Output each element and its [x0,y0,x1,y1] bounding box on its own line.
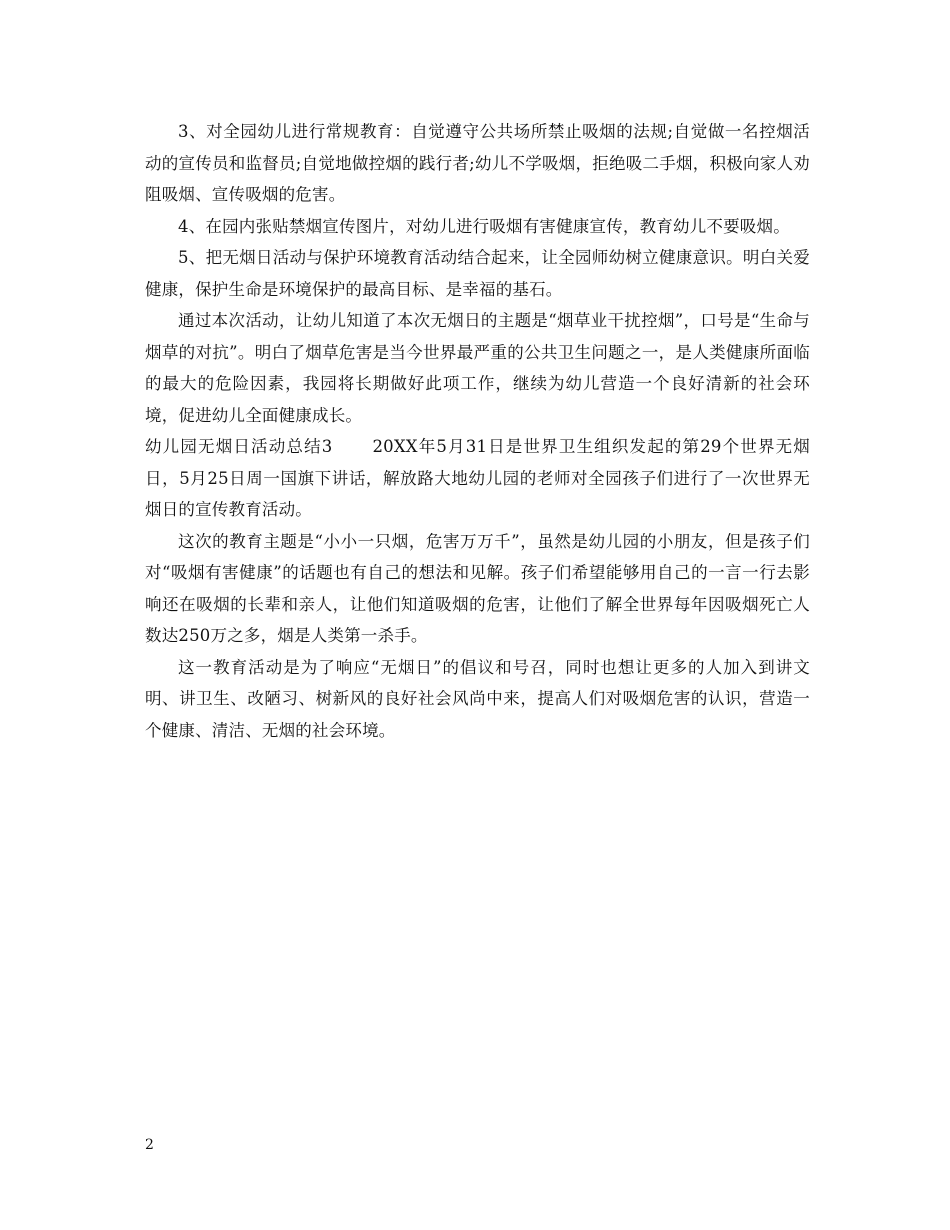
page-number: 2 [145,1137,154,1153]
paragraph-purpose: 这一教育活动是为了响应“无烟日”的倡议和号召，同时也想让更多的人加入到讲文明、讲卫生、改陋习、树新风的良好社会风尚中来，提高人们对吸烟危害的认识，营造一个健康、清洁、无烟的社会环境。 [145,657,810,740]
section-intro-text: 20XX年5月31日是世界卫生组织发起的第29个世界无烟日，5月25日周一国旗下讲话，解放路大地幼儿园的老师对全园孩子们进行了一次世界无烟日的宣传教育活动。 [145,437,811,519]
document-body [145,116,810,746]
section-title: 幼儿园无烟日活动总结3 [145,437,333,456]
paragraph-summary: 通过本次活动，让幼儿知道了本次无烟日的主题是“烟草业干扰控烟”，口号是“生命与烟草的对抗”。明白了烟草危害是当今世界最严重的公共卫生问题之一，是人类健康所面临的最大的危险因素，我园将长期做好此项工作，继续为幼儿营造一个良好清新的社会环境，促进幼儿全面健康成长。 [145,311,810,425]
paragraph-item-4: 4、在园内张贴禁烟宣传图片，对幼儿进行吸烟有害健康宣传，教育幼儿不要吸烟。 [178,216,790,236]
paragraph-item-3: 3、对全园幼儿进行常规教育：自觉遵守公共场所禁止吸烟的法规;自觉做一名控烟活动的宣传员和监督员;自觉地做控烟的践行者;幼儿不学吸烟，拒绝吸二手烟，积极向家人劝阻吸烟、宣传吸烟的危害。 [145,122,810,204]
paragraph-item-5: 5、把无烟日活动与保护环境教育活动结合起来，让全园师幼树立健康意识。明白关爱健康，保护生命是环境保护的最高目标、是幸福的基石。 [145,248,810,299]
section-3-intro [145,431,810,526]
paragraph-theme: 这次的教育主题是“小小一只烟，危害万万千”，虽然是幼儿园的小朋友，但是孩子们对“吸烟有害健康”的话题也有自己的想法和见解。孩子们希望能够用自己的一言一行去影响还在吸烟的长辈和亲人，让他们知道吸烟的危害，让他们了解全世界每年因吸烟死亡人数达250万之多，烟是人类第一杀手。 [145,531,810,645]
